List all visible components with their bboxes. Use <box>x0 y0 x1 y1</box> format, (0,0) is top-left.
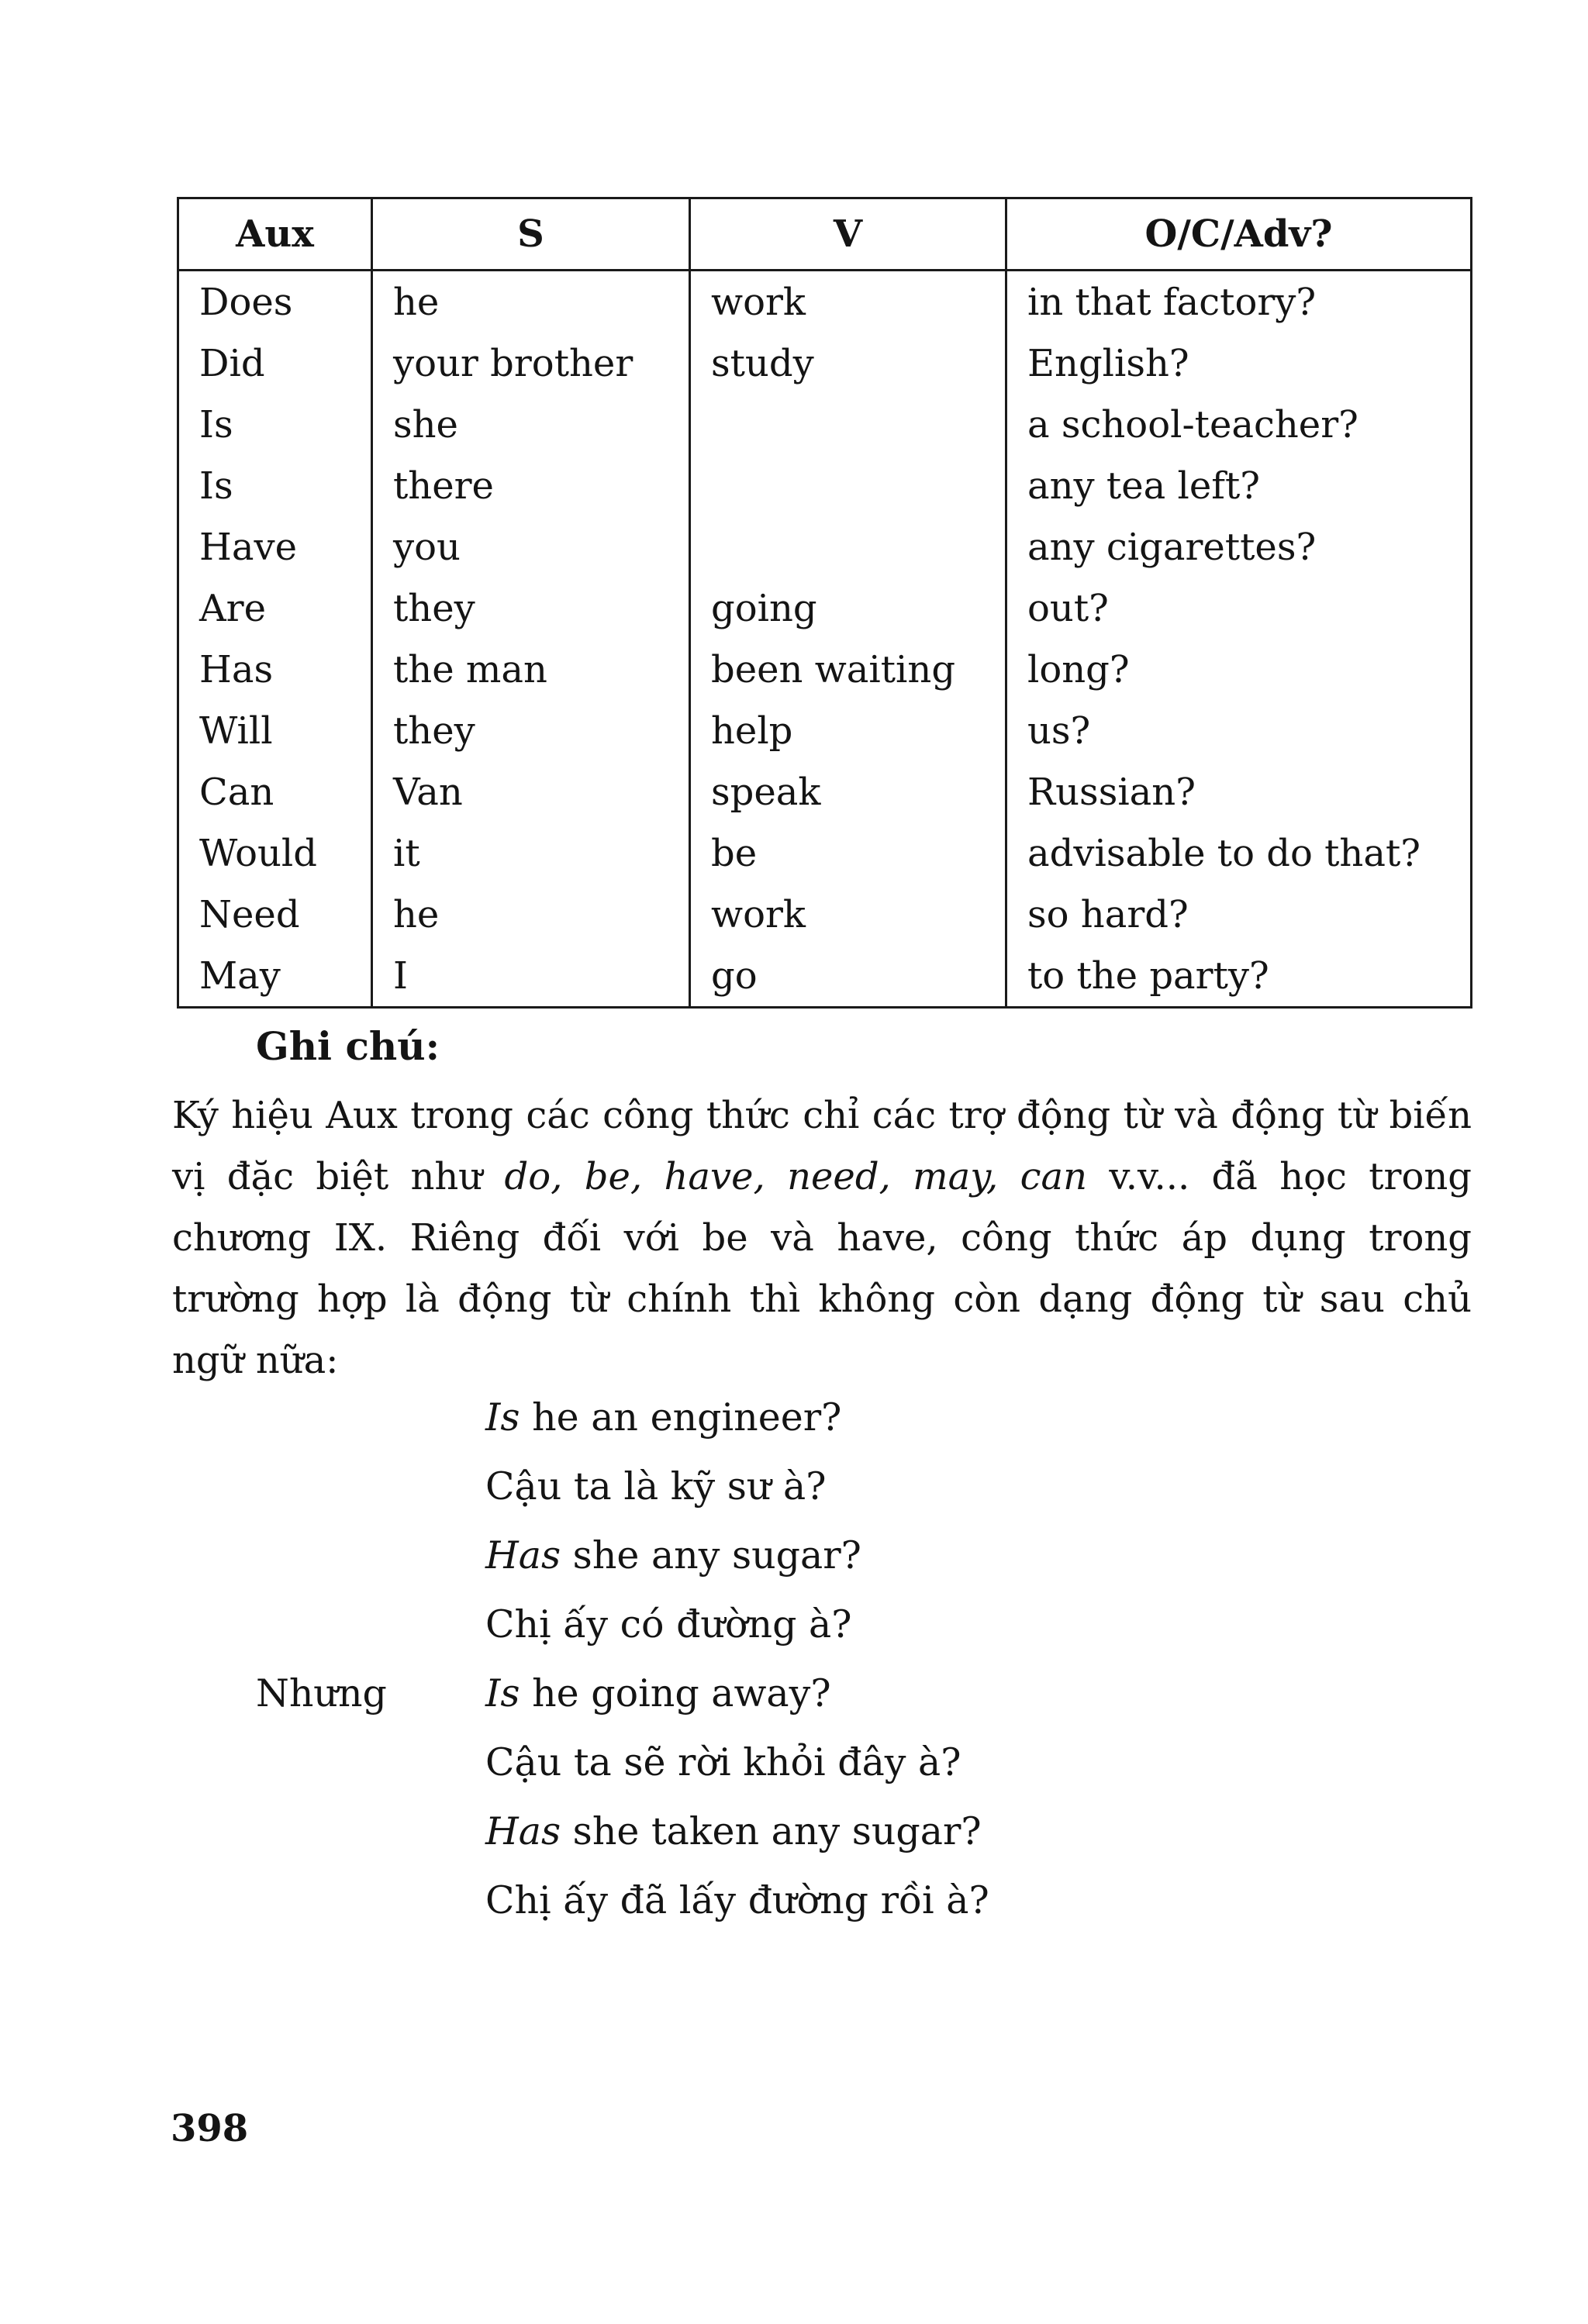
note-heading: Ghi chú: <box>256 1023 440 1069</box>
cell-aux: Need <box>178 884 372 945</box>
example-emphasis: Is <box>485 1395 520 1440</box>
question-formula-table <box>177 197 1472 1009</box>
example-text: Chị ấy đã lấy đường rồi à? <box>485 1878 989 1922</box>
header-object: O/C/Adv? <box>1006 198 1472 271</box>
cell-verb <box>690 455 1006 516</box>
example-translation <box>485 1878 989 1922</box>
table-row <box>178 516 1472 578</box>
cell-subject: there <box>372 455 690 516</box>
page-number: 398 <box>171 2107 249 2150</box>
example-line <box>485 1671 831 1715</box>
cell-subject: he <box>372 884 690 945</box>
cell-verb: go <box>690 945 1006 1008</box>
table-row <box>178 455 1472 516</box>
cell-verb <box>690 516 1006 578</box>
header-verb: V <box>690 198 1006 271</box>
table-row <box>178 945 1472 1008</box>
table-row <box>178 761 1472 822</box>
example-text: she any sugar? <box>561 1533 861 1577</box>
cell-subject: she <box>372 394 690 455</box>
example-emphasis: Is <box>485 1671 520 1715</box>
example-line <box>485 1533 861 1577</box>
cell-verb: study <box>690 333 1006 394</box>
cell-object: Russian? <box>1006 761 1472 822</box>
note-text-part-2: v.v... đã học trong chương IX. Riêng đối với be và have, công thức áp dụng trong trường hợp là động từ chính thì không còn dạng động từ sau chủ ngữ nữa: <box>172 1155 1472 1382</box>
cell-subject: you <box>372 516 690 578</box>
example-text: he going away? <box>520 1671 831 1715</box>
cell-aux: Is <box>178 394 372 455</box>
table-row <box>178 700 1472 761</box>
example-translation <box>485 1464 827 1509</box>
cell-subject: I <box>372 945 690 1008</box>
cell-object: long? <box>1006 639 1472 700</box>
cell-subject: he <box>372 271 690 333</box>
cell-subject: they <box>372 578 690 639</box>
table-row <box>178 271 1472 333</box>
table-row <box>178 578 1472 639</box>
header-subject: S <box>372 198 690 271</box>
cell-aux: Are <box>178 578 372 639</box>
cell-verb: work <box>690 884 1006 945</box>
table-header-row <box>178 198 1472 271</box>
cell-subject: Van <box>372 761 690 822</box>
example-line <box>485 1395 841 1440</box>
example-translation <box>485 1602 852 1646</box>
table-row <box>178 884 1472 945</box>
cell-object: to the party? <box>1006 945 1472 1008</box>
cell-aux: Have <box>178 516 372 578</box>
cell-verb: work <box>690 271 1006 333</box>
cell-object: advisable to do that? <box>1006 822 1472 884</box>
cell-verb: speak <box>690 761 1006 822</box>
cell-verb: help <box>690 700 1006 761</box>
cell-subject: they <box>372 700 690 761</box>
cell-aux: Is <box>178 455 372 516</box>
example-text: Chị ấy có đường à? <box>485 1602 852 1646</box>
cell-verb <box>690 394 1006 455</box>
example-text: she taken any sugar? <box>561 1809 982 1853</box>
cell-verb: going <box>690 578 1006 639</box>
cell-aux: Will <box>178 700 372 761</box>
cell-object: English? <box>1006 333 1472 394</box>
cell-verb: been waiting <box>690 639 1006 700</box>
note-inline-examples: do, be, have, need, may, can <box>504 1155 1088 1198</box>
cell-object: any cigarettes? <box>1006 516 1472 578</box>
example-text: Cậu ta là kỹ sư à? <box>485 1464 827 1509</box>
cell-aux: Did <box>178 333 372 394</box>
example-translation <box>485 1740 961 1784</box>
header-aux: Aux <box>178 198 372 271</box>
example-emphasis: Has <box>485 1809 561 1853</box>
contrast-label: Nhưng <box>256 1671 387 1715</box>
example-text: Cậu ta sẽ rời khỏi đây à? <box>485 1740 961 1784</box>
cell-aux: Can <box>178 761 372 822</box>
example-line <box>485 1809 982 1853</box>
note-text-part-1: Ký hiệu Aux trong các công thức chỉ các trợ động từ và động từ biến vị đặc biệt như <box>172 1094 1472 1198</box>
cell-aux: Has <box>178 639 372 700</box>
cell-verb: be <box>690 822 1006 884</box>
cell-object: us? <box>1006 700 1472 761</box>
cell-aux: Does <box>178 271 372 333</box>
note-paragraph <box>172 1085 1472 1391</box>
cell-aux: May <box>178 945 372 1008</box>
table-row <box>178 333 1472 394</box>
cell-object: any tea left? <box>1006 455 1472 516</box>
cell-object: a school-teacher? <box>1006 394 1472 455</box>
example-emphasis: Has <box>485 1533 561 1577</box>
cell-subject: it <box>372 822 690 884</box>
cell-object: in that factory? <box>1006 271 1472 333</box>
cell-aux: Would <box>178 822 372 884</box>
table-row <box>178 822 1472 884</box>
cell-subject: your brother <box>372 333 690 394</box>
cell-object: so hard? <box>1006 884 1472 945</box>
cell-object: out? <box>1006 578 1472 639</box>
cell-subject: the man <box>372 639 690 700</box>
table-row <box>178 639 1472 700</box>
example-text: he an engineer? <box>520 1395 842 1440</box>
table-row <box>178 394 1472 455</box>
